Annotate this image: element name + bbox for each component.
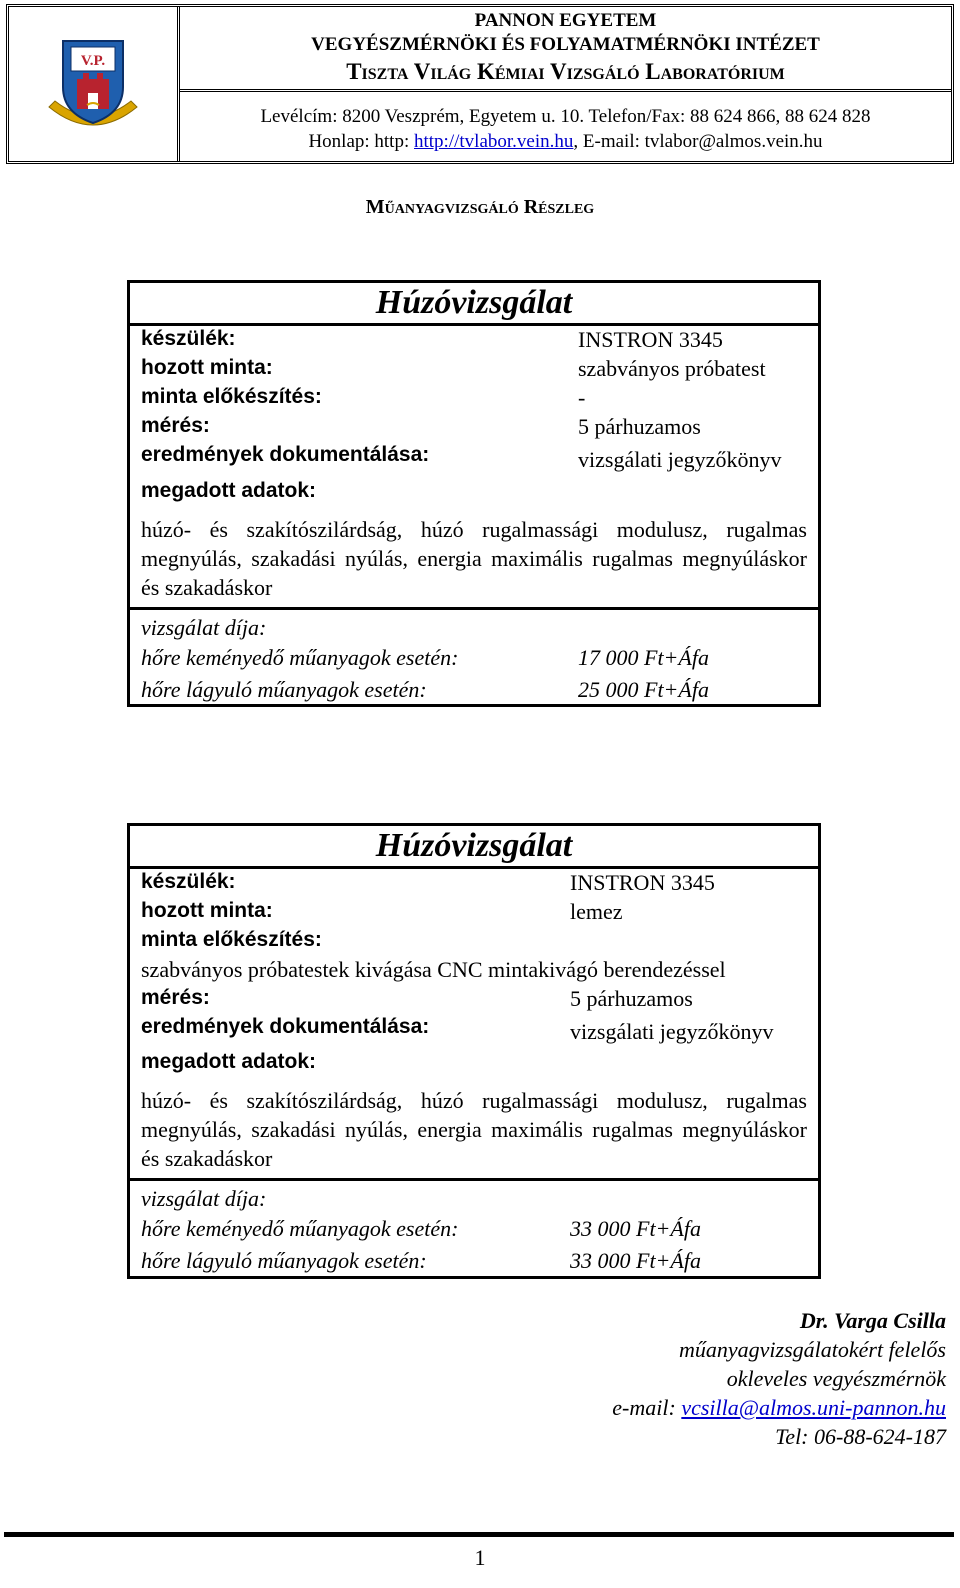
data-label: megadott adatok:: [141, 1050, 317, 1073]
divider: [130, 607, 818, 610]
prep-label: minta előkészítés:: [141, 928, 322, 951]
web-line: [180, 129, 951, 154]
device-label: készülék:: [141, 327, 236, 350]
fee2-label: hőre lágyuló műanyagok esetén:: [141, 1248, 427, 1273]
footer-rule: [4, 1532, 954, 1537]
prep-text: szabványos próbatestek kivágása CNC mintakivágó berendezéssel: [141, 957, 726, 982]
fee2-value: 33 000 Ft+Áfa: [570, 1248, 701, 1273]
university-crest-icon: [41, 35, 145, 139]
section-title: Műanyagvizsgáló Részleg: [365, 196, 595, 218]
device-label: készülék:: [141, 870, 236, 893]
measure-label: mérés:: [141, 414, 210, 437]
email-prefix: e-mail:: [612, 1395, 682, 1420]
signatory-name: Dr. Varga Csilla: [799, 1308, 946, 1333]
doc-label: eredmények dokumentálása:: [141, 443, 430, 466]
fee2-value: 25 000 Ft+Áfa: [578, 677, 709, 702]
sample-value: szabványos próbatest: [578, 356, 766, 381]
prep-value: -: [578, 385, 586, 410]
logo-cell: [9, 7, 180, 161]
signatory-title: okleveles vegyészmérnök: [726, 1366, 946, 1391]
institution-names: [180, 7, 951, 92]
data-text: húzó- és szakítószilárdság, húzó rugalmassági modulusz, rugalmas megnyúlás, szakadási nyúlás, energia maximális rugalmas megnyúláskor és szakadáskor: [141, 1088, 807, 1171]
measure-label: mérés:: [141, 986, 210, 1009]
measure-value: 5 párhuzamos: [578, 414, 701, 439]
signature-block: [612, 1306, 946, 1451]
fee1-value: 17 000 Ft+Áfa: [578, 645, 709, 670]
contact-info: [180, 92, 951, 161]
fee2-label: hőre lágyuló műanyagok esetén:: [141, 677, 427, 702]
box-title: Húzóvizsgálat: [130, 826, 818, 869]
divider: [130, 1178, 818, 1181]
email-text: , E-mail: tvlabor@almos.vein.hu: [573, 131, 823, 152]
fee1-value: 33 000 Ft+Áfa: [570, 1216, 701, 1241]
measure-value: 5 párhuzamos: [570, 986, 693, 1011]
doc-value: vizsgálati jegyzőkönyv: [570, 1019, 774, 1044]
signatory-email-link[interactable]: vcsilla@almos.uni-pannon.hu: [681, 1395, 946, 1420]
device-value: INSTRON 3345: [570, 870, 715, 895]
sample-value: lemez: [570, 899, 623, 924]
address-line: Levélcím: 8200 Veszprém, Egyetem u. 10. Telefon/Fax: 88 624 866, 88 624 828: [260, 106, 871, 127]
test-box-1: [127, 280, 821, 707]
sample-label: hozott minta:: [141, 356, 273, 379]
fee-label: vizsgálat díja:: [141, 615, 267, 640]
test-box-2: [127, 823, 821, 1279]
web-prefix: Honlap: http:: [308, 131, 414, 152]
fee1-label: hőre keményedő műanyagok esetén:: [141, 1216, 459, 1241]
signatory-email-line: [612, 1393, 946, 1422]
device-value: INSTRON 3345: [578, 327, 723, 352]
website-link[interactable]: http://tvlabor.vein.hu: [414, 131, 574, 152]
signatory-role: műanyagvizsgálatokért felelős: [678, 1337, 946, 1362]
logo-letters: V.P.: [80, 53, 106, 69]
university-name: PANNON EGYETEM: [474, 10, 657, 31]
signatory-phone: Tel: 06-88-624-187: [775, 1424, 946, 1449]
letterhead: [6, 4, 954, 164]
doc-value: vizsgálati jegyzőkönyv: [578, 447, 782, 472]
fee1-label: hőre keményedő műanyagok esetén:: [141, 645, 459, 670]
prep-label: minta előkészítés:: [141, 385, 322, 408]
sample-label: hozott minta:: [141, 899, 273, 922]
doc-label: eredmények dokumentálása:: [141, 1015, 430, 1038]
data-label: megadott adatok:: [141, 479, 317, 502]
box-title: Húzóvizsgálat: [130, 283, 818, 326]
fee-label: vizsgálat díja:: [141, 1186, 267, 1211]
institute-name: VEGYÉSZMÉRNÖKI ÉS FOLYAMATMÉRNÖKI INTÉZET: [311, 34, 820, 55]
page-number: 1: [474, 1545, 486, 1570]
data-text: húzó- és szakítószilárdság, húzó rugalmassági modulusz, rugalmas megnyúlás, szakadási nyúlás, energia maximális rugalmas megnyúláskor és szakadáskor: [141, 517, 807, 600]
lab-name: Tiszta Világ Kémiai Vizsgáló Laboratórium: [346, 59, 785, 84]
